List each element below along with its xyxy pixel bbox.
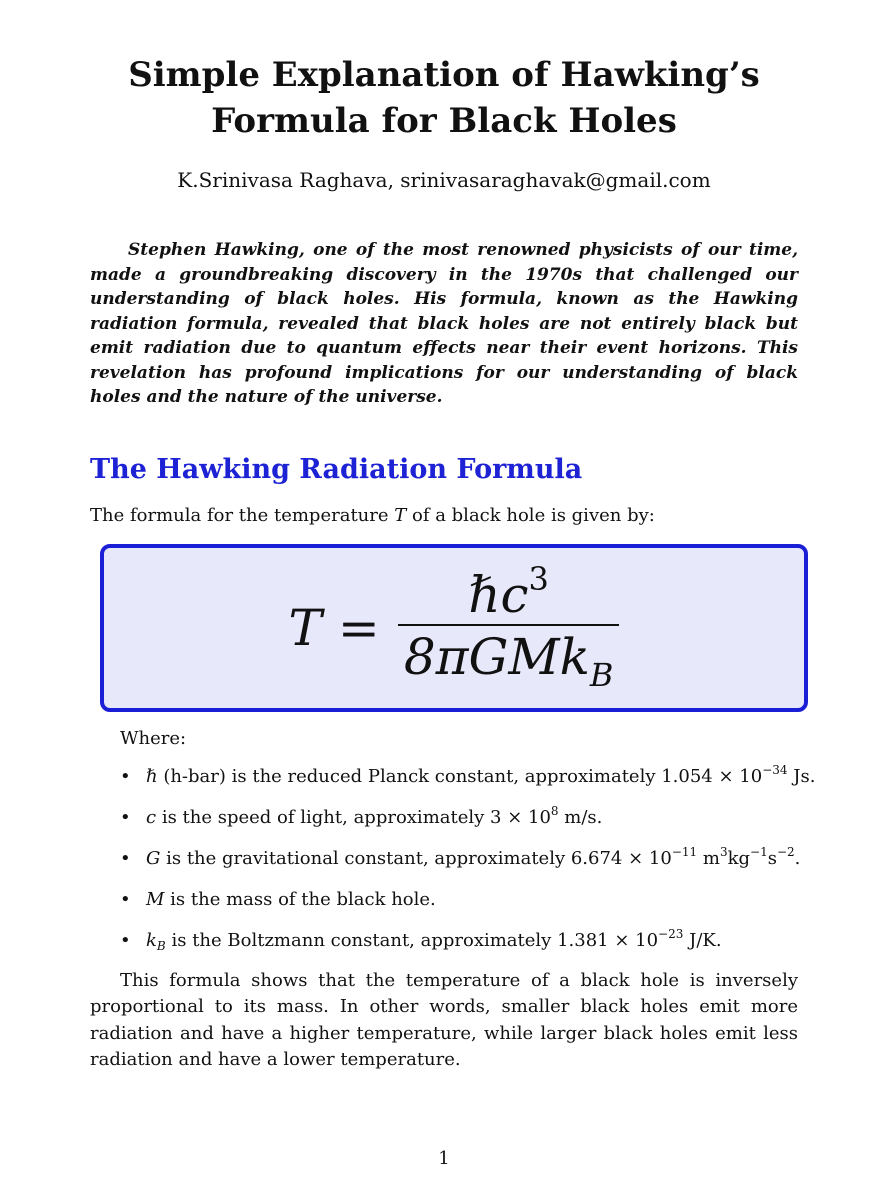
hawking-equation [104,548,804,708]
page-number: 1 [438,1148,450,1169]
bullet-icon: • [120,807,131,828]
bullet-icon: • [120,766,131,787]
equation-equals: = [337,599,380,657]
item-unit-kg-exponent: −1 [750,845,768,859]
item-symbol: M [146,889,165,910]
numerator-exponent: 3 [528,560,549,598]
section-heading: The Hawking Radiation Formula [90,454,583,485]
numerator-text: ℏc [468,566,529,624]
item-exponent: 8 [550,804,559,818]
list-item [120,764,820,805]
item-unit: Js. [787,766,816,787]
list-item [120,846,820,887]
denominator-text: 8πGMk [403,628,590,686]
item-exponent: −23 [658,927,684,941]
list-item [120,928,820,969]
item-symbol: k [146,930,157,951]
list-item [120,805,820,846]
intro-text-after: of a black hole is given by: [406,505,655,526]
formula-box [100,544,808,712]
item-symbol: c [146,807,157,828]
where-label: Where: [120,728,187,749]
equation-denominator [398,626,620,706]
equation-numerator [460,550,557,624]
bullet-icon: • [120,848,131,869]
item-unit: m/s. [558,807,603,828]
intro-sentence [90,503,655,529]
author-line: K.Srinivasa Raghava, srinivasaraghavak@gmail.com [177,168,711,192]
constants-list [120,764,820,969]
item-unit-m-exponent: 3 [719,845,728,859]
item-exponent: −11 [671,845,698,859]
bullet-icon: • [120,930,131,951]
item-symbol: ℏ [146,766,158,787]
bullet-icon: • [120,889,131,910]
equation-lhs: T [288,599,322,657]
item-unit-kg: kg [727,848,751,869]
equation-fraction [398,550,620,706]
document-title [0,52,888,144]
abstract: Stephen Hawking, one of the most renowned physicists of our time, made a groundbreaking discovery in the 1970s that challenged our understanding of black holes. His formula, known as the Hawking radiation formula, revealed that black holes are not entirely black but emit radiation due to quantum effects near their event horizons. This revelation has profound implications for our understanding of black holes and the nature of the universe. [90,240,798,407]
item-unit: J/K. [683,930,722,951]
item-unit-s: s [767,848,777,869]
item-symbol: G [146,848,161,869]
intro-variable: T [394,505,407,526]
item-text: is the mass of the black hole. [164,889,436,910]
item-text: is the Boltzmann constant, approximately 1.381 × 10 [165,930,659,951]
item-exponent: −34 [762,763,788,777]
title-line-2: Formula for Black Holes [211,101,677,141]
conclusion-paragraph: This formula shows that the temperature of a black hole is inversely proportional to its mass. In other words, smaller black holes emit more radiation and have a higher temperature, while larger black holes emit less radiation and have a lower temperature. [90,970,798,1070]
item-unit-end: . [794,848,801,869]
item-unit-m: m [697,848,720,869]
item-unit-s-exponent: −2 [776,845,795,859]
denominator-subscript: B [589,656,614,694]
item-text: is the speed of light, approximately 3 × 10 [156,807,551,828]
title-line-1: Simple Explanation of Hawking’s [128,55,760,95]
item-text: (h-bar) is the reduced Planck constant, approximately 1.054 × 10 [157,766,763,787]
item-text: is the gravitational constant, approximately 6.674 × 10 [160,848,672,869]
list-item [120,887,820,928]
intro-text-before: The formula for the temperature [90,505,395,526]
item-symbol-subscript: B [156,939,166,953]
